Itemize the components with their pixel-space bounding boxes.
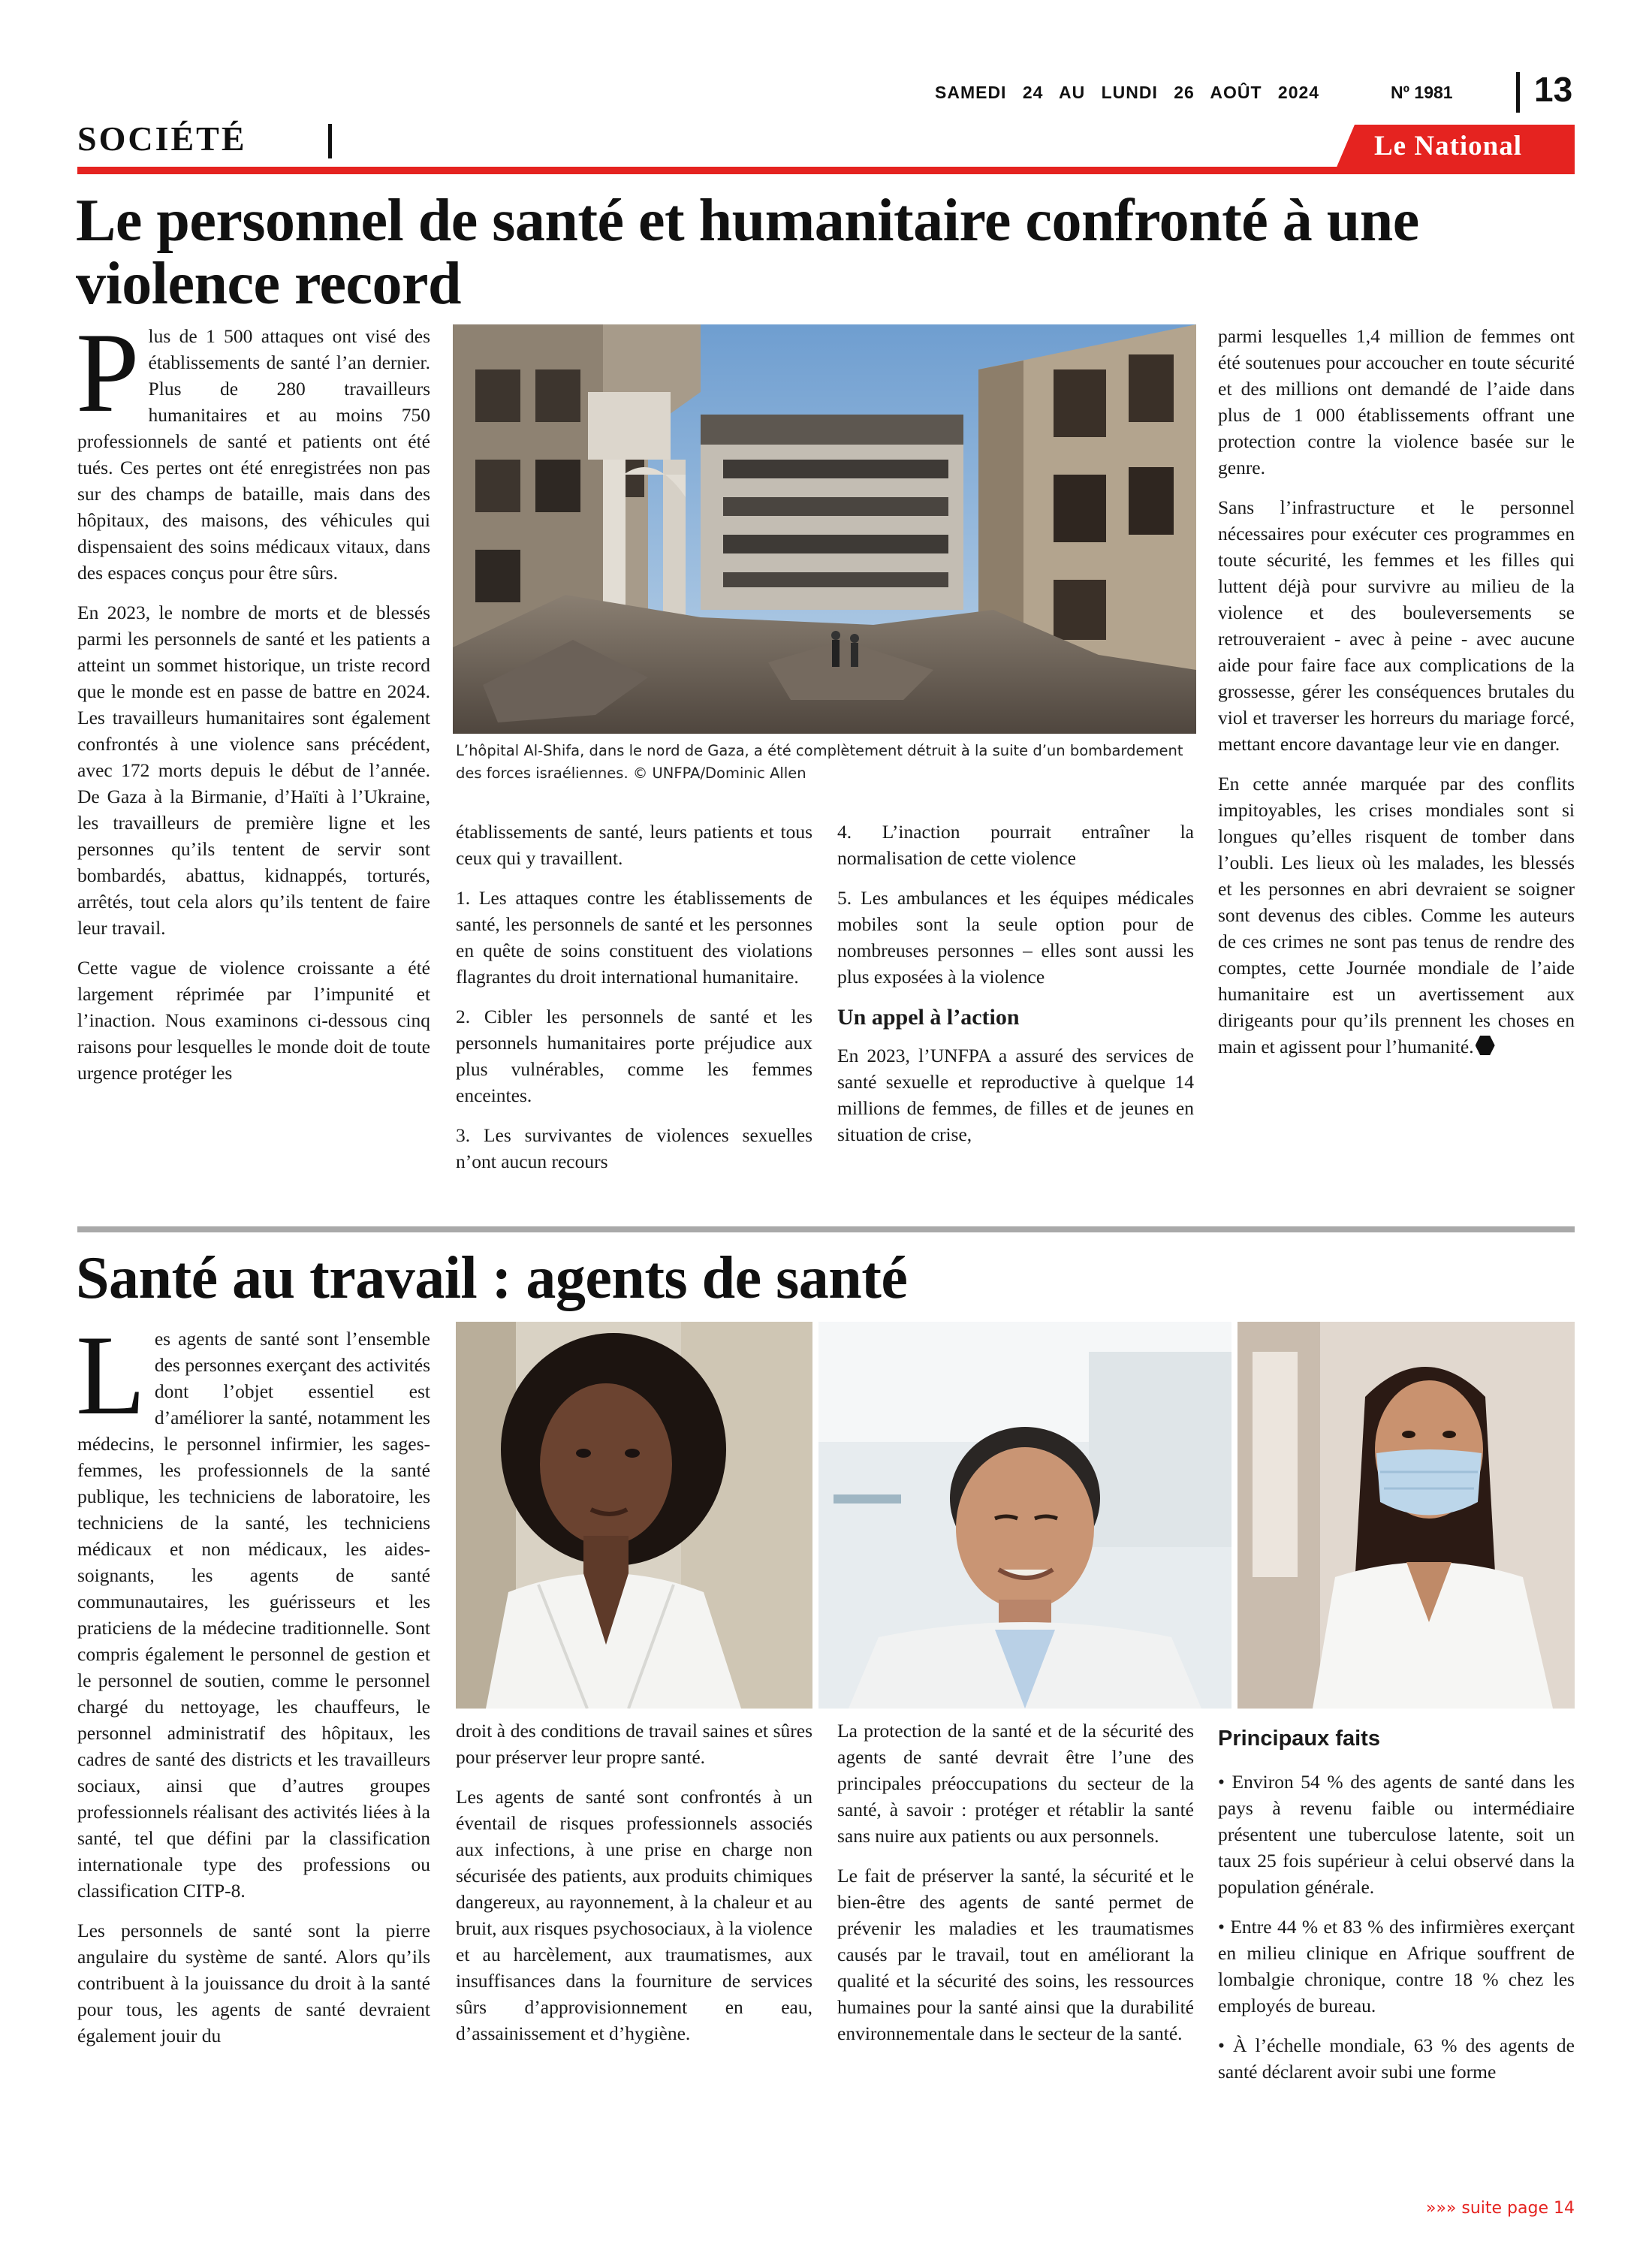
section-label: SOCIÉTÉ — [77, 119, 247, 158]
photo-health-worker-woman — [456, 1322, 812, 1709]
article1-paragraph: Cette vague de violence croissante a été largement réprimée par l’impunité et l’inaction. Nous examinons ci-dessous cinq raisons pour lesquelles le monde doit de toute urgence protéger les — [77, 957, 430, 1084]
article1-column-1 — [76, 309, 430, 1099]
dropcap: L — [76, 1312, 146, 1438]
article1-list-item: 3. Les survivantes de violences sexuelles n’ont aucun recours — [456, 1124, 812, 1172]
article2-paragraph: Les personnels de santé sont la pierre angulaire du système de santé. Alors qu’ils contribuent à la jouissance du droit à la santé pour tous, les agents de santé devraient également jouir du — [77, 1920, 430, 2046]
article1-column-4 — [1218, 323, 1575, 1073]
article1-paragraph: Plus de 1 500 attaques ont visé des établissements de santé l’an dernier. Plus de 280 travailleurs humanitaires et au moins 750 professionnels de santé et patients ont été tués. Ces pertes ont été enregistrées non pas sur des champs de bataille, mais dans des hôpitaux, des maisons, des véhicules qui dispensaient des soins médicaux vitaux, dans des espaces conçus pour être sûrs. — [76, 309, 430, 584]
article1-headline: Le personnel de santé et humanitaire confronté à une violence record — [76, 188, 1419, 317]
key-fact-item: • Entre 44 % et 83 % des infirmières exerçant en milieu clinique en Afrique souffrent de lombalgie chronique, contre 18 % chez les employés de bureau. — [1218, 1916, 1575, 2016]
article1-list-item: 5. Les ambulances et les équipes médicales mobiles sont la seule option pour de nombreuses personnes – elles sont aussi les plus exposées à la violence — [837, 887, 1194, 988]
issue-number: Nº 1981 — [1391, 83, 1453, 102]
article2-column-2 — [456, 1718, 812, 2060]
article2-column-1 — [76, 1312, 430, 2062]
page-number-bar — [1516, 72, 1520, 113]
article2-column-3 — [837, 1718, 1194, 2060]
article1-subhead: Un appel à l’action — [837, 1005, 1020, 1030]
key-fact-item: • À l’échelle mondiale, 63 % des agents de santé déclarent avoir subi une forme — [1218, 2034, 1575, 2083]
end-of-article-icon — [1476, 1036, 1495, 1055]
article2-column-4 — [1218, 1718, 1575, 2098]
section-divider-bar — [328, 124, 332, 158]
continued-on-page-link[interactable]: »»» suite page 14 — [1426, 2199, 1575, 2218]
dateline: SAMEDI 24 AU LUNDI 26 AOÛT 2024 — [935, 83, 1320, 102]
article1-column-2 — [456, 819, 812, 1188]
article1-list-item: 4. L’inaction pourrait entraîner la normalisation de cette violence — [837, 821, 1194, 869]
page-number: 13 — [1534, 70, 1573, 109]
article2-paragraph: droit à des conditions de travail saines et sûres pour préserver leur propre santé. — [456, 1720, 812, 1768]
article1-paragraph: En 2023, l’UNFPA a assuré des services de santé sexuelle et reproductive à quelque 14 millions de femmes, de filles et de jeunes en situation de crise, — [837, 1045, 1194, 1145]
article2-paragraph: Les agents de santé sont confrontés à un éventail de risques professionnels associés aux infections, à une prise en charge non sécurisée des patients, aux produits chimiques dangereux, au rayonnement, à la chaleur et au bruit, aux risques psychosociaux, à la violence et au harcèlement, aux traumatismes, aux insuffisances dans la fourniture de services sûrs d’approvisionnement en eau, d’assainissement et d’hygiène. — [456, 1786, 812, 2044]
key-fact-item: • Environ 54 % des agents de santé dans les pays à revenu faible ou intermédiaire présentent une tuberculose latente, soit un taux 25 fois supérieur à celui observé dans la population générale. — [1218, 1771, 1575, 1898]
photo-health-worker-man — [818, 1322, 1231, 1709]
article1-paragraph: En cette année marquée par des conflits impitoyables, les crises mondiales sont si longues qu’elles risquent de tomber dans l’oubli. Les lieux où les malades, les blessés et les personnes en abri devraient se soigner sont devenus des cibles. Comme les auteurs de ces crimes ne sont pas tenus de rendre des comptes, cette Journée mondiale de l’aide humanitaire est un avertissement aux dirigeants pour qu’ils prennent les choses en main et agissent pour l’humanité. — [1218, 773, 1575, 1057]
key-facts-title: Principaux faits — [1218, 1727, 1380, 1751]
brand-name: Le National — [1374, 131, 1523, 161]
article1-column-3 — [837, 819, 1194, 1161]
dropcap: P — [76, 309, 140, 436]
photo-health-worker-masked — [1237, 1322, 1575, 1709]
article1-paragraph: Sans l’infrastructure et le personnel nécessaires pour exécuter ces programmes en toute sécurité, les femmes et les filles qui luttent déjà pour survivre au milieu de la violence et des bouleversements se retrouveraient - avec à peine - avec aucune aide pour faire face aux complications de la grossesse, gérer les conséquences brutales du viol et traverser les horreurs du mariage forcé, mettant encore davantage leur vie en danger. — [1218, 496, 1575, 755]
article2-paragraph: Le fait de préserver la santé, la sécurité et le bien-être des agents de santé permet de prévenir les maladies et les traumatismes causés par le travail, tout en améliorant la qualité et la sécurité des soins, les ressources humaines pour la santé ainsi que la durabilité environnementale dans le secteur de la santé. — [837, 1865, 1194, 2044]
article-divider — [77, 1226, 1575, 1232]
article1-list-item: 2. Cibler les personnels de santé et les personnels humanitaires porte préjudice aux plus vulnérables, comme les femmes enceintes. — [456, 1006, 812, 1106]
article1-paragraph: En 2023, le nombre de morts et de blessés parmi les personnels de santé et les patients a atteint un sommet historique, un triste record que le monde est en passe de battre en 2024. Les travailleurs humanitaires sont également confrontés à une violence sans précédent, avec 172 morts depuis le début de l’année. De Gaza à la Birmanie, d’Haïti à l’Ukraine, les travailleurs de première ligne et les personnes qu’ils tentent de servir sont bombardés, abattus, kidnappés, torturés, arrêtés, tout cela alors qu’ils tentent de faire leur travail. — [77, 602, 430, 939]
article1-list-item: 1. Les attaques contre les établissements de santé, les personnels de santé et les personnes en quête de soins constituent des violations flagrantes du droit international humanitaire. — [456, 887, 812, 988]
article2-paragraph: La protection de la santé et de la sécurité des agents de santé devrait être l’une des principales préoccupations du secteur de la santé, à savoir : protéger et rétablir la santé sans nuire aux patients ou aux personnels. — [837, 1720, 1194, 1847]
article2-paragraph: Les agents de santé sont l’ensemble des personnes exerçant des activités dont l’objet essentiel est d’améliorer la santé, notamment les médecins, le personnel infirmier, les sages-femmes, les professionnels de la santé publique, les techniciens de laboratoire, les techniciens de la santé, les techniciens médicaux et non médicaux, les aides-soignants, les agents de santé communautaires, les guérisseurs et les praticiens de la médecine traditionnelle. Sont compris également le personnel de gestion et le personnel de soutien, comme le personnel chargé du nettoyage, les chauffeurs, le personnel administratif des hôpitaux, les cadres de santé des districts et les travailleurs sociaux, ainsi que d’autres groupes professionnels réalisant des activités liées à la santé, tel que défini par la classification internationale type des professions ou classification CITP-8. — [76, 1312, 430, 1902]
article1-paragraph: établissements de santé, leurs patients et tous ceux qui y travaillent. — [456, 821, 812, 869]
article2-headline: Santé au travail : agents de santé — [76, 1245, 908, 1311]
article1-paragraph: parmi lesquelles 1,4 million de femmes ont été soutenues pour accoucher en toute sécurité et des millions ont demandé de l’aide dans plus de 1 000 établissements offrant une protection contre la violence basée sur le genre. — [1218, 325, 1575, 478]
photo-destroyed-hospital — [453, 324, 1196, 734]
photo-caption: L’hôpital Al-Shifa, dans le nord de Gaza, a été complètement détruit à la suite d’un bombardement des forces israéliennes. © UNFPA/Dominic Allen — [456, 742, 1183, 782]
